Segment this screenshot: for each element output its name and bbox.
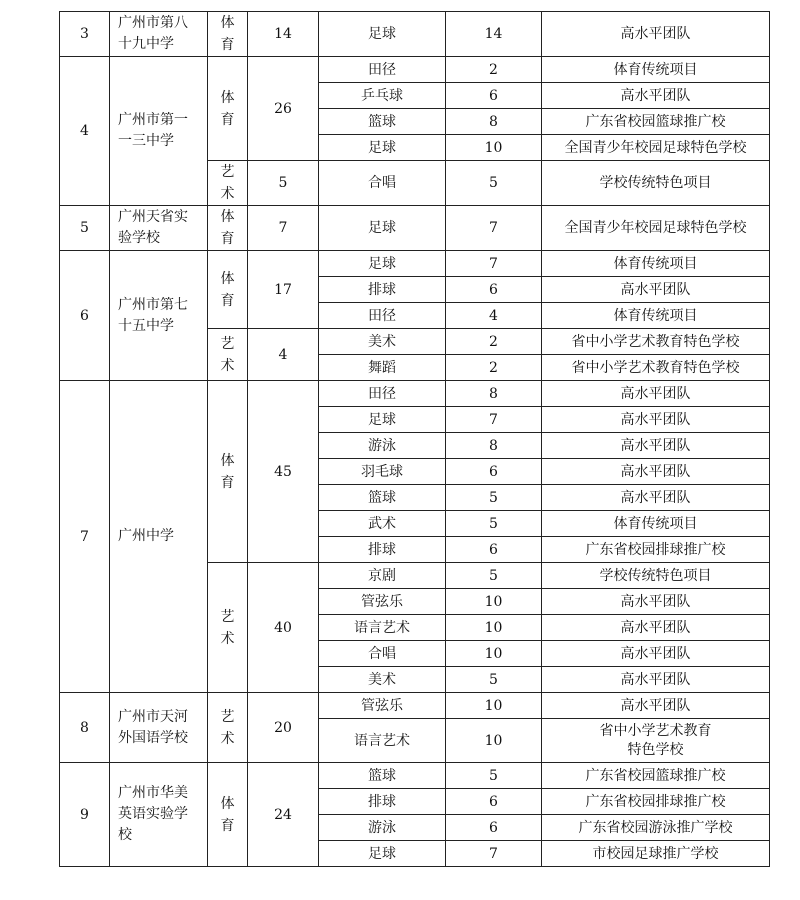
school-name-cell xyxy=(110,251,208,381)
text-line: 体 xyxy=(220,452,235,469)
member-count-cell: 4 xyxy=(446,303,542,329)
category-cell xyxy=(208,12,248,57)
honor-cell xyxy=(542,459,770,485)
school-name-cell xyxy=(110,381,208,693)
text-line: 术 xyxy=(220,186,235,202)
honor-cell xyxy=(542,841,770,867)
honor-cell xyxy=(542,433,770,459)
text-line: 育 xyxy=(220,111,235,128)
member-count-cell: 5 xyxy=(446,763,542,789)
category-cell xyxy=(208,563,248,693)
member-count-cell: 6 xyxy=(446,815,542,841)
member-count-cell: 5 xyxy=(446,667,542,693)
honor-cell xyxy=(542,12,770,57)
text-line: 育 xyxy=(220,231,235,247)
member-count-cell: 2 xyxy=(446,57,542,83)
honor-cell xyxy=(542,485,770,511)
text-line: 艺 xyxy=(220,164,235,180)
honor-cell xyxy=(542,589,770,615)
text-line: 育 xyxy=(220,292,235,309)
honor-cell xyxy=(542,789,770,815)
category-total-cell: 45 xyxy=(248,381,319,563)
member-count-cell: 5 xyxy=(446,161,542,206)
school-number-cell: 5 xyxy=(60,206,110,251)
text-line: 特色学校 xyxy=(627,741,684,758)
text-line: 体 xyxy=(220,209,235,225)
category-cell xyxy=(208,381,248,563)
project-cell: 足球 xyxy=(319,251,446,277)
category-total-cell: 20 xyxy=(248,693,319,763)
honor-cell xyxy=(542,329,770,355)
honor-cell xyxy=(542,537,770,563)
text-line: 高水平团队 xyxy=(620,619,691,636)
school-number-cell: 9 xyxy=(60,763,110,867)
member-count-cell: 6 xyxy=(446,277,542,303)
member-count-cell: 2 xyxy=(446,355,542,381)
text-line: 高水平团队 xyxy=(620,87,691,104)
text-line: 广州市华美 xyxy=(118,785,188,801)
honor-cell xyxy=(542,407,770,433)
text-line: 省中小学艺术教育特色学校 xyxy=(571,333,740,350)
table-row xyxy=(60,206,770,251)
category-cell xyxy=(208,329,248,381)
text-line: 外国语学校 xyxy=(118,729,188,746)
text-line: 广东省校园篮球推广校 xyxy=(585,113,726,130)
text-line: 广东省校园排球推广校 xyxy=(585,541,726,558)
project-cell: 语言艺术 xyxy=(319,719,446,763)
member-count-cell: 8 xyxy=(446,433,542,459)
text-line: 省中小学艺术教育特色学校 xyxy=(571,359,740,376)
school-number-cell: 8 xyxy=(60,693,110,763)
table-row xyxy=(60,693,770,719)
honor-cell xyxy=(542,693,770,719)
text-line: 学校传统特色项目 xyxy=(599,175,712,191)
honor-cell xyxy=(542,303,770,329)
member-count-cell: 14 xyxy=(446,12,542,57)
text-line: 全国青少年校园足球特色学校 xyxy=(564,139,747,156)
text-line: 学校传统特色项目 xyxy=(599,567,712,584)
school-name-cell xyxy=(110,206,208,251)
member-count-cell: 6 xyxy=(446,459,542,485)
project-cell: 京剧 xyxy=(319,563,446,589)
member-count-cell: 10 xyxy=(446,589,542,615)
category-cell xyxy=(208,251,248,329)
text-line: 广东省校园游泳推广学校 xyxy=(578,819,733,836)
member-count-cell: 8 xyxy=(446,109,542,135)
text-line: 省中小学艺术教育 xyxy=(599,722,712,739)
honor-cell xyxy=(542,135,770,161)
text-line: 高水平团队 xyxy=(620,463,691,480)
text-line: 广东省校园排球推广校 xyxy=(585,793,726,810)
text-line: 艺 xyxy=(220,335,235,352)
table-body xyxy=(60,12,770,867)
text-line: 育 xyxy=(220,817,235,834)
honor-cell xyxy=(542,641,770,667)
honor-cell xyxy=(542,815,770,841)
member-count-cell: 7 xyxy=(446,251,542,277)
table-row xyxy=(60,57,770,83)
project-cell: 合唱 xyxy=(319,641,446,667)
text-line: 广州市天河 xyxy=(118,708,188,725)
project-cell: 舞蹈 xyxy=(319,355,446,381)
project-cell: 篮球 xyxy=(319,109,446,135)
honor-cell xyxy=(542,615,770,641)
project-cell: 语言艺术 xyxy=(319,615,446,641)
table-row xyxy=(60,381,770,407)
text-line: 育 xyxy=(220,474,235,491)
member-count-cell: 7 xyxy=(446,206,542,251)
school-name-cell xyxy=(110,763,208,867)
text-line: 一三中学 xyxy=(118,133,174,149)
school-name-cell xyxy=(110,12,208,57)
member-count-cell: 7 xyxy=(446,407,542,433)
honor-cell xyxy=(542,109,770,135)
member-count-cell: 10 xyxy=(446,135,542,161)
text-line: 高水平团队 xyxy=(620,437,691,454)
project-cell: 篮球 xyxy=(319,485,446,511)
member-count-cell: 10 xyxy=(446,719,542,763)
text-line: 艺 xyxy=(220,608,235,625)
table-row xyxy=(60,12,770,57)
category-total-cell: 24 xyxy=(248,763,319,867)
member-count-cell: 6 xyxy=(446,83,542,109)
project-cell: 足球 xyxy=(319,841,446,867)
category-total-cell: 17 xyxy=(248,251,319,329)
project-cell: 排球 xyxy=(319,537,446,563)
project-cell: 美术 xyxy=(319,667,446,693)
member-count-cell: 7 xyxy=(446,841,542,867)
project-cell: 乒乓球 xyxy=(319,83,446,109)
category-total-cell: 7 xyxy=(248,206,319,251)
member-count-cell: 10 xyxy=(446,615,542,641)
honor-cell xyxy=(542,57,770,83)
text-line: 高水平团队 xyxy=(620,411,691,428)
category-cell xyxy=(208,206,248,251)
table-row xyxy=(60,251,770,277)
project-cell: 管弦乐 xyxy=(319,693,446,719)
project-cell: 游泳 xyxy=(319,815,446,841)
project-cell: 足球 xyxy=(319,407,446,433)
honor-cell xyxy=(542,563,770,589)
text-line: 育 xyxy=(220,37,235,53)
member-count-cell: 6 xyxy=(446,789,542,815)
text-line: 广州中学 xyxy=(118,528,174,544)
project-cell: 足球 xyxy=(319,135,446,161)
text-line: 高水平团队 xyxy=(620,385,691,402)
text-line: 十五中学 xyxy=(118,317,174,334)
member-count-cell: 5 xyxy=(446,485,542,511)
member-count-cell: 10 xyxy=(446,641,542,667)
honor-cell xyxy=(542,83,770,109)
honor-cell xyxy=(542,161,770,206)
text-line: 体育传统项目 xyxy=(613,61,698,78)
member-count-cell: 5 xyxy=(446,563,542,589)
school-number-cell: 3 xyxy=(60,12,110,57)
school-projects-table xyxy=(59,11,770,867)
category-cell xyxy=(208,693,248,763)
category-cell xyxy=(208,763,248,867)
text-line: 体 xyxy=(220,795,235,812)
text-line: 高水平团队 xyxy=(620,645,691,662)
text-line: 广东省校园篮球推广校 xyxy=(585,767,726,784)
text-line: 体育传统项目 xyxy=(613,255,698,272)
text-line: 术 xyxy=(220,630,235,647)
text-line: 体 xyxy=(220,89,235,106)
project-cell: 排球 xyxy=(319,277,446,303)
member-count-cell: 10 xyxy=(446,693,542,719)
text-line: 高水平团队 xyxy=(620,697,691,714)
honor-cell xyxy=(542,355,770,381)
project-cell: 游泳 xyxy=(319,433,446,459)
text-line: 广州市第八 xyxy=(118,15,188,31)
member-count-cell: 5 xyxy=(446,511,542,537)
text-line: 验学校 xyxy=(118,230,160,246)
text-line: 广州天省实 xyxy=(118,209,188,225)
category-total-cell: 40 xyxy=(248,563,319,693)
project-cell: 管弦乐 xyxy=(319,589,446,615)
project-cell: 足球 xyxy=(319,206,446,251)
project-cell: 武术 xyxy=(319,511,446,537)
honor-cell xyxy=(542,277,770,303)
text-line: 高水平团队 xyxy=(620,281,691,298)
project-cell: 排球 xyxy=(319,789,446,815)
text-line: 高水平团队 xyxy=(620,26,691,42)
category-cell xyxy=(208,161,248,206)
project-cell: 田径 xyxy=(319,381,446,407)
member-count-cell: 6 xyxy=(446,537,542,563)
school-name-cell xyxy=(110,693,208,763)
school-number-cell: 7 xyxy=(60,381,110,693)
honor-cell xyxy=(542,719,770,763)
text-line: 高水平团队 xyxy=(620,489,691,506)
text-line: 广州市第七 xyxy=(118,296,188,313)
category-total-cell: 26 xyxy=(248,57,319,161)
member-count-cell: 2 xyxy=(446,329,542,355)
school-name-cell xyxy=(110,57,208,206)
text-line: 艺 xyxy=(220,708,235,725)
school-number-cell: 6 xyxy=(60,251,110,381)
project-cell: 篮球 xyxy=(319,763,446,789)
honor-cell xyxy=(542,763,770,789)
text-line: 英语实验学 xyxy=(118,806,188,822)
project-cell: 足球 xyxy=(319,12,446,57)
category-total-cell: 5 xyxy=(248,161,319,206)
text-line: 体育传统项目 xyxy=(613,515,698,532)
text-line: 体 xyxy=(220,15,235,31)
honor-cell xyxy=(542,667,770,693)
honor-cell xyxy=(542,511,770,537)
text-line: 市校园足球推广学校 xyxy=(592,845,719,862)
text-line: 高水平团队 xyxy=(620,671,691,688)
text-line: 校 xyxy=(118,827,132,843)
text-line: 术 xyxy=(220,357,235,374)
honor-cell xyxy=(542,206,770,251)
text-line: 全国青少年校园足球特色学校 xyxy=(564,220,747,236)
school-number-cell: 4 xyxy=(60,57,110,206)
project-cell: 田径 xyxy=(319,57,446,83)
honor-cell xyxy=(542,251,770,277)
honor-cell xyxy=(542,381,770,407)
text-line: 高水平团队 xyxy=(620,593,691,610)
category-total-cell: 14 xyxy=(248,12,319,57)
table-row xyxy=(60,763,770,789)
member-count-cell: 8 xyxy=(446,381,542,407)
project-cell: 美术 xyxy=(319,329,446,355)
text-line: 十九中学 xyxy=(118,36,174,52)
project-cell: 羽毛球 xyxy=(319,459,446,485)
category-cell xyxy=(208,57,248,161)
text-line: 术 xyxy=(220,730,235,747)
text-line: 体育传统项目 xyxy=(613,307,698,324)
project-cell: 合唱 xyxy=(319,161,446,206)
project-cell: 田径 xyxy=(319,303,446,329)
text-line: 广州市第一 xyxy=(118,112,188,128)
text-line: 体 xyxy=(220,270,235,287)
category-total-cell: 4 xyxy=(248,329,319,381)
